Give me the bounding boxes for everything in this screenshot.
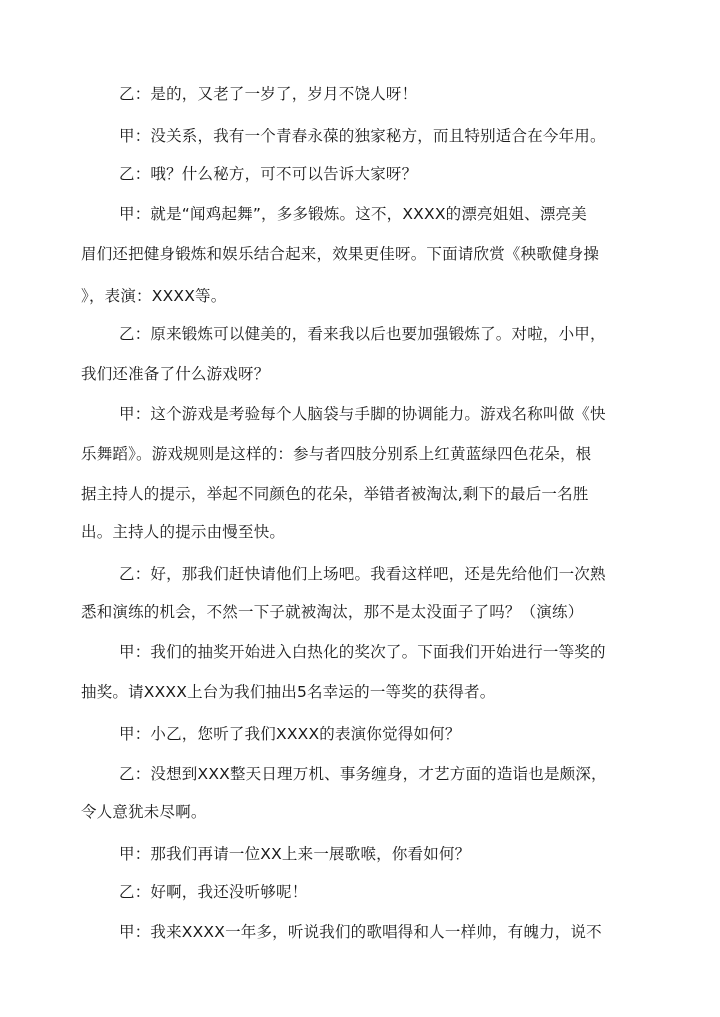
text-line: 甲：我们的抽奖开始进入白热化的奖次了。下面我们开始进行一等奖的 [119,643,606,661]
text-line: 乙：原来锻炼可以健美的，看来我以后也要加强锻炼了。对啦，小甲， [119,325,606,343]
text-line: 令人意犹未尽啊。 [81,803,207,821]
text-line: 乙：哦？什么秘方，可不可以告诉大家呀？ [119,165,418,183]
text-line: 悉和演练的机会，不然一下子就被淘汰，那不是太没面子了吗？（演练） [81,603,584,621]
text-line: 》，表演：XXXX等。 [81,287,227,305]
text-line: 乙：好，那我们赶快请他们上场吧。我看这样吧，还是先给他们一次熟 [119,565,606,583]
text-line: 抽奖。请XXXX上台为我们抽出5名幸运的一等奖的获得者。 [81,683,496,701]
text-line: 我们还准备了什么游戏呀？ [81,365,270,383]
text-line: 乙：好啊，我还没听够呢！ [119,883,308,901]
text-line: 甲：我来XXXX一年多，听说我们的歌唱得和人一样帅，有魄力，说不 [119,923,602,941]
text-line: 眉们还把健身锻炼和娱乐结合起来，效果更佳呀。下面请欣赏《秧歌健身操 [81,245,600,263]
text-line: 甲：没关系，我有一个青春永葆的独家秘方，而且特别适合在今年用。 [119,127,606,145]
text-line: 甲：小乙，您听了我们XXXX的表演你觉得如何？ [119,725,461,743]
text-line: 甲：那我们再请一位XX上来一展歌喉，你看如何？ [119,845,471,863]
text-line: 甲：这个游戏是考验每个人脑袋与手脚的协调能力。游戏名称叫做《快 [119,405,606,423]
text-line: 据主持人的提示，举起不同颜色的花朵，举错者被淘汰,剩下的最后一名胜 [81,485,589,503]
text-line: 乙：没想到XXX整天日理万机、事务缠身，才艺方面的造诣也是颇深， [119,765,607,783]
text-line: 乐舞蹈》。游戏规则是这样的：参与者四肢分别系上红黄蓝绿四色花朵，根 [81,445,592,463]
text-line: 出。主持人的提示由慢至快。 [81,523,286,541]
text-line: 甲：就是“闻鸡起舞”，多多锻炼。这不，XXXX的漂亮姐姐、漂亮美 [119,205,587,223]
text-line: 乙：是的，又老了一岁了，岁月不饶人呀！ [119,85,418,103]
